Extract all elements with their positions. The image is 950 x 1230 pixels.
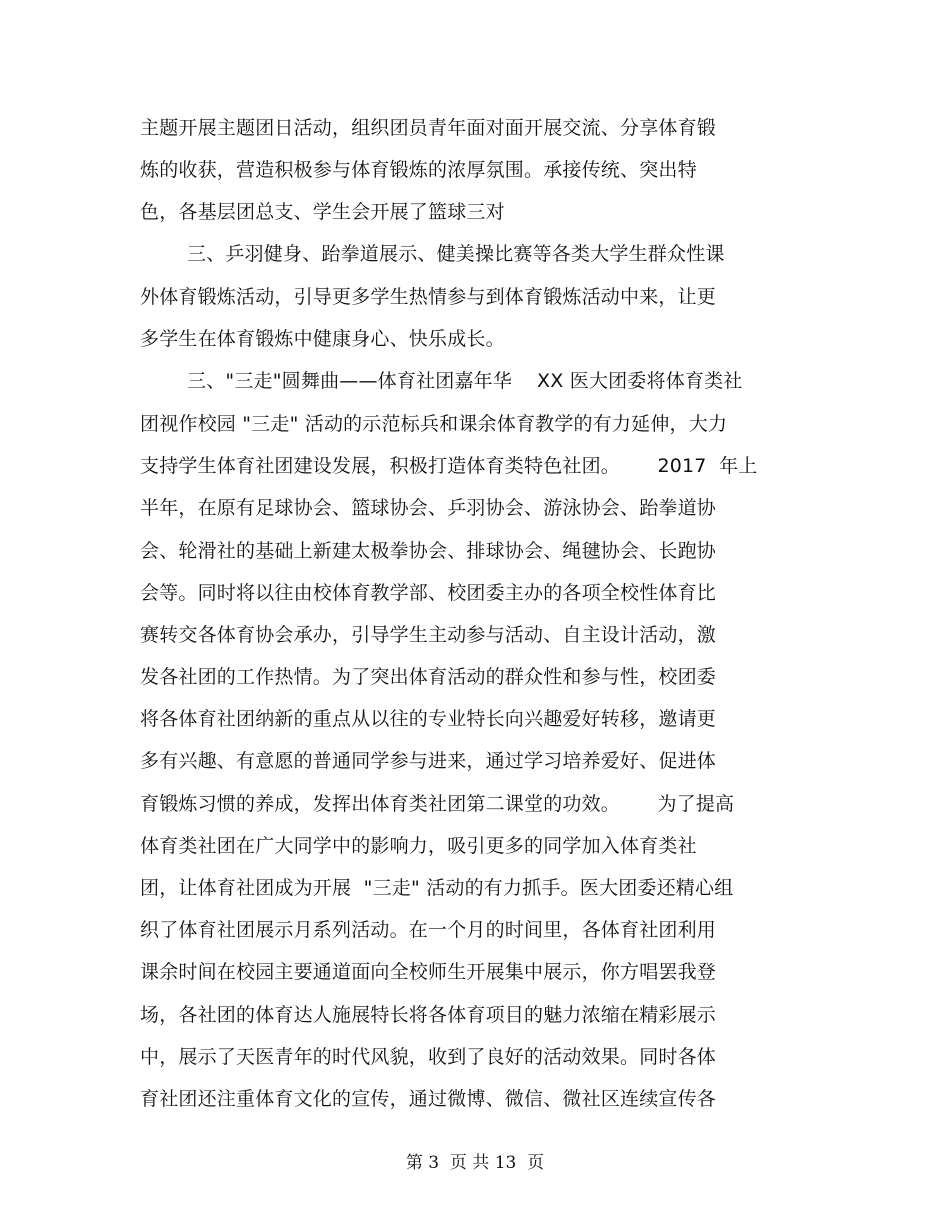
text-line-23: 中，展示了天医青年的时代风貌，收到了良好的活动效果。同时各体 bbox=[140, 1046, 717, 1068]
text-line-4: 三、乒羽健身、跆拳道展示、健美操比赛等各类大学生群众性课 bbox=[187, 243, 725, 265]
text-line-11: 会、轮滑社的基础上新建太极拳协会、排球协会、绳毽协会、长跑协 bbox=[140, 540, 717, 562]
text-line-12: 会等。同时将以往由校体育教学部、校团委主办的各项全校性体育比 bbox=[140, 582, 717, 604]
text-line-15: 将各体育社团纳新的重点从以往的专业特长向兴趣爱好转移，邀请更 bbox=[140, 708, 717, 730]
text-line-24: 育社团还注重体育文化的宣传，通过微博、微信、微社区连续宣传各 bbox=[140, 1088, 717, 1110]
text-line-3: 色，各基层团总支、学生会开展了篮球三对 bbox=[140, 201, 505, 223]
text-line-18: 体育类社团在广大同学中的影响力，吸引更多的同学加入体育类社 bbox=[140, 835, 697, 857]
text-line-8: 团视作校园 "三走" 活动的示范标兵和课余体育教学的有力延伸，大力 bbox=[140, 413, 728, 435]
text-line-6: 多学生在体育锻炼中健康身心、快乐成长。 bbox=[140, 328, 505, 350]
text-line-22: 场，各社团的体育达人施展特长将各体育项目的魅力浓缩在精彩展示 bbox=[140, 1004, 717, 1026]
text-line-14: 发各社团的工作热情。为了突出体育活动的群众性和参与性，校团委 bbox=[140, 666, 717, 688]
text-line-5: 外体育锻炼活动，引导更多学生热情参与到体育锻炼活动中来，让更 bbox=[140, 286, 717, 308]
text-line-2: 炼的收获，营造积极参与体育锻炼的浓厚氛围。承接传统、突出特 bbox=[140, 159, 697, 181]
text-line-16: 多有兴趣、有意愿的普通同学参与进来，通过学习培养爱好、促进体 bbox=[140, 750, 717, 772]
text-line-7: 三、"三走"圆舞曲——体育社团嘉年华 XX 医大团委将体育类社 bbox=[187, 370, 743, 392]
text-line-17: 育锻炼习惯的养成，发挥出体育类社团第二课堂的功效。 为了提高 bbox=[140, 793, 735, 815]
text-line-20: 织了体育社团展示月系列活动。在一个月的时间里，各体育社团利用 bbox=[140, 919, 717, 941]
text-line-21: 课余时间在校园主要通道面向全校师生开展集中展示，你方唱罢我登 bbox=[140, 961, 717, 983]
text-line-9: 支持学生体育社团建设发展，积极打造体育类特色社团。 2017 年上 bbox=[140, 455, 758, 477]
text-line-13: 赛转交各体育协会承办，引导学生主动参与活动、自主设计活动，激 bbox=[140, 624, 717, 646]
page-number-footer: 第 3 页 共 13 页 bbox=[405, 1153, 545, 1173]
text-line-19: 团，让体育社团成为开展 "三走" 活动的有力抓手。医大团委还精心组 bbox=[140, 877, 734, 899]
text-line-10: 半年，在原有足球协会、篮球协会、乒羽协会、游泳协会、跆拳道协 bbox=[140, 497, 717, 519]
text-line-1: 主题开展主题团日活动，组织团员青年面对面开展交流、分享体育锻 bbox=[140, 117, 717, 139]
